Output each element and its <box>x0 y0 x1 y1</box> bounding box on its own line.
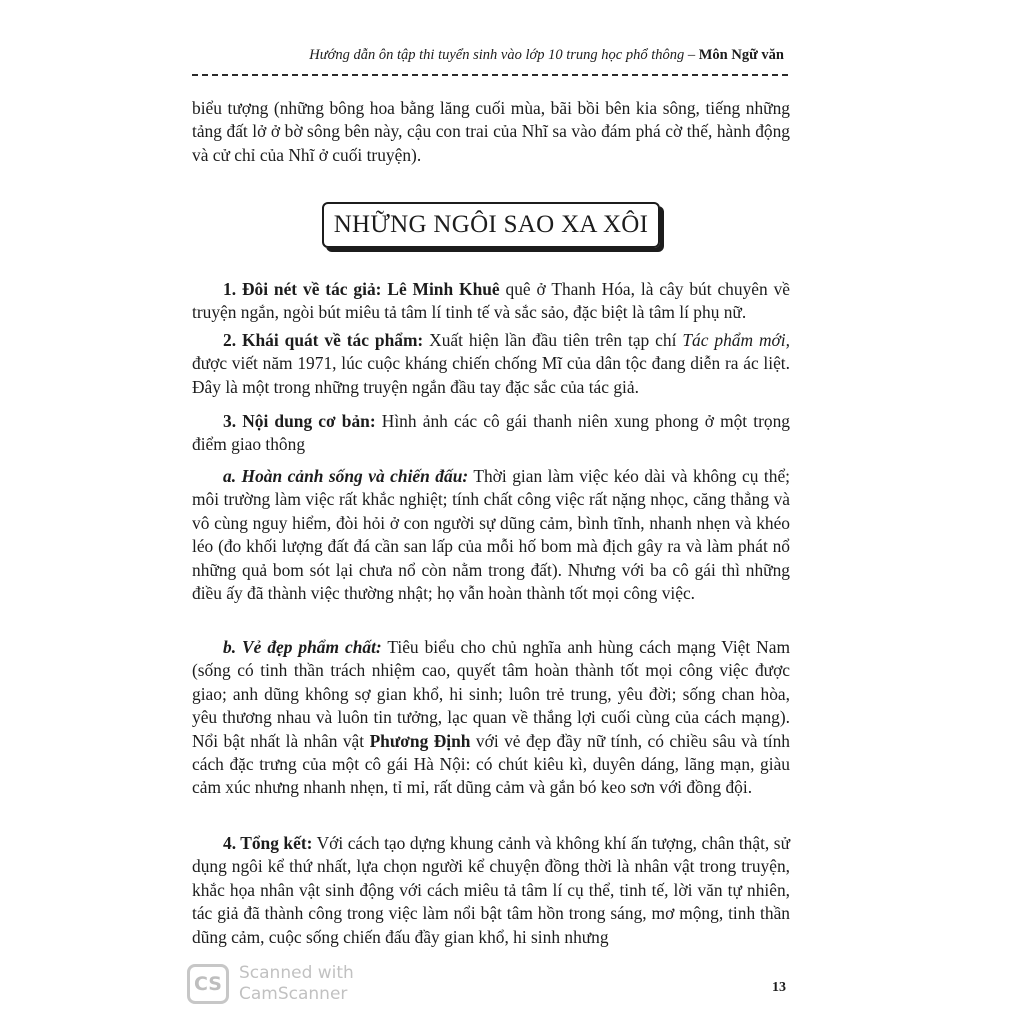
header-text <box>309 47 784 64</box>
camscanner-watermark <box>187 962 354 1006</box>
living-conditions-text: Thời gian làm việc kéo dài và không cụ thể; môi trường làm việc rất khắc nghiệt; tính chất công việc rất nặng nhọc, căng thẳng và vô cùng nguy hiểm, đòi hỏi ở con người sự dũng cảm, bình tĩnh, nhanh nhẹn và khéo léo (đo khối lượng đất đá cần san lấp của mỗi hố bom mà địch gây ra và làm phát nổ những quả bom sót lại chưa nổ còn nằm trong đất). Nhưng với ba cô gái thì những điều ấy đã thành việc thường nhật; họ vẫn hoàn thành tốt mọi công việc. <box>192 466 790 604</box>
section-title-box <box>322 202 660 248</box>
paragraph-living-conditions <box>192 465 790 605</box>
heading-work-overview: 2. Khái quát về tác phẩm: <box>223 330 424 350</box>
paragraph-summary <box>192 832 790 949</box>
paragraph-content <box>192 410 790 457</box>
work-overview-text-a: Xuất hiện lần đầu tiên trên tạp chí <box>423 330 683 350</box>
character-name: Phương Định <box>369 730 471 751</box>
watermark-line2: CamScanner <box>239 984 348 1004</box>
header-dash: – <box>684 47 699 63</box>
header-subject: Môn Ngữ văn <box>698 47 784 63</box>
page-number: 13 <box>772 980 786 995</box>
heading-summary: 4. Tổng kết: <box>223 833 313 853</box>
running-header <box>192 44 788 76</box>
intro-paragraph: biểu tượng (những bông hoa bằng lăng cuối mùa, bãi bồi bên kia sông, tiếng những tảng đất lở ở bờ sông bên này, cậu con trai của Nhĩ sa vào đám phá cờ thế, hành động và cử chỉ của Nhĩ ở cuối truyện). <box>192 98 790 165</box>
heading-qualities: b. Vẻ đẹp phẩm chất: <box>223 637 382 657</box>
author-text: quê ở Thanh Hóa, là cây bút chuyên về truyện ngắn, ngòi bút miêu tả tâm lí tinh tế và sắc sảo, đặc biệt là tâm lí phụ nữ. <box>192 279 790 323</box>
magazine-name: Tác phẩm mới, <box>682 330 790 350</box>
content-text: Hình ảnh các cô gái thanh niên xung phong ở một trọng điểm giao thông <box>192 411 790 455</box>
paragraph-work-overview <box>192 329 790 399</box>
paragraph-qualities <box>192 636 790 800</box>
section-title: NHỮNG NGÔI SAO XA XÔI <box>333 211 649 238</box>
work-overview-text-b: được viết năm 1971, lúc cuộc kháng chiến chống Mĩ của dân tộc đang diễn ra ác liệt. Đây là một trong những truyện ngắn đầu tay đặc sắc của tác giả. <box>192 353 790 397</box>
watermark-line1: Scanned with <box>239 963 354 983</box>
qualities-text-b: với vẻ đẹp đầy nữ tính, có chiều sâu và tính cách đặc trưng của một cô gái Hà Nội: có chút kiêu kì, duyên dáng, lãng mạn, giàu cảm xúc nhưng nhanh nhẹn, tỉ mỉ, rất dũng cảm và gắn bó keo sơn với đồng đội. <box>192 730 790 798</box>
watermark-text <box>239 963 354 1005</box>
heading-author: 1. Đôi nét về tác giả: <box>223 279 382 299</box>
heading-content: 3. Nội dung cơ bản: <box>223 411 376 431</box>
summary-text: Với cách tạo dựng khung cảnh và không khí ấn tượng, chân thật, sử dụng ngôi kể thứ nhất, lựa chọn người kể chuyện đồng thời là nhân vật trong truyện, khắc họa nhân vật sinh động với cách miêu tả tâm lí cụ thể, tinh tế, lời văn tự nhiên, tác giả đã thành công trong việc làm nổi bật tâm hồn trong sáng, mơ mộng, tinh thần dũng cảm, cuộc sống chiến đấu đầy gian khổ, hi sinh nhưng <box>192 833 790 947</box>
qualities-text-a: Tiêu biểu cho chủ nghĩa anh hùng cách mạng Việt Nam (sống có tinh thần trách nhiệm cao, quyết tâm hoàn thành tốt mọi công việc được giao; anh dũng không sợ gian khổ, hi sinh; luôn trẻ trung, yêu đời; sống chan hòa, yêu thương nhau và luôn tin tưởng, lạc quan về thắng lợi cuối cùng của cách mạng). Nổi bật nhất là nhân vật <box>192 637 790 751</box>
camscanner-logo-icon: CS <box>187 964 229 1004</box>
paragraph-author <box>192 278 790 325</box>
heading-living-conditions: a. Hoàn cảnh sống và chiến đấu: <box>223 466 469 486</box>
header-book-title: Hướng dẫn ôn tập thi tuyển sinh vào lớp 10 trung học phổ thông <box>309 47 685 63</box>
author-name: Lê Minh Khuê <box>387 279 500 299</box>
